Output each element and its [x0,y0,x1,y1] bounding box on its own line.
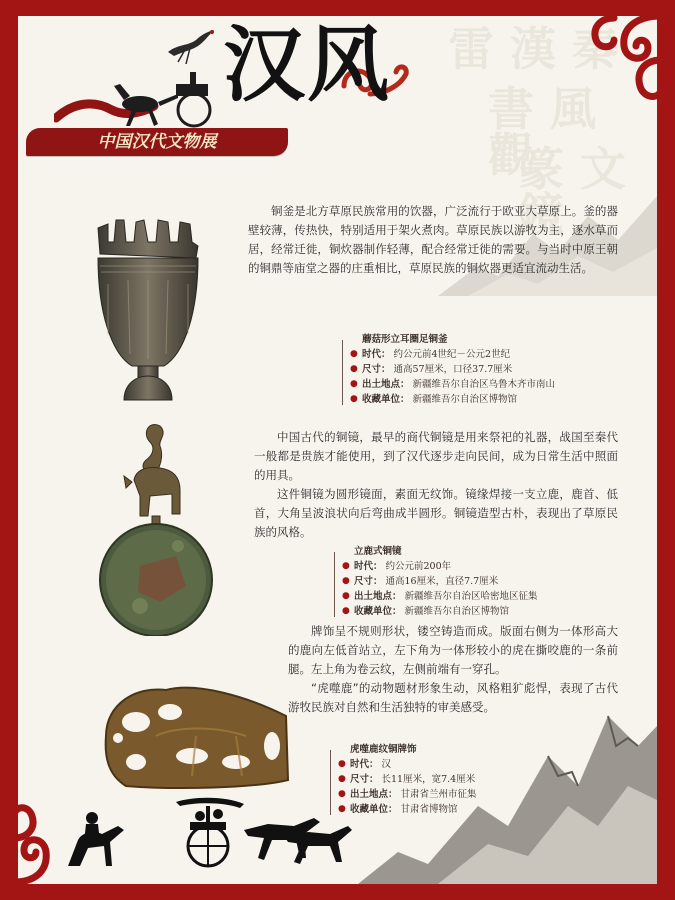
info-row: ● 时代： 约公元前200年 [342,561,452,572]
artifact-name: 虎噬鹿纹铜牌饰 [350,744,417,755]
paragraph: 这件铜镜为圆形镜面，素面无纹饰。镜缘焊接一支立鹿，鹿首、低首，大角呈波浪状向后弯曲成半圆形。铜镜造型古朴，表现出了草原民族的风格。 [254,487,618,539]
paragraph: 铜釜是北方草原民族常用的饮器，广泛流行于欧亚大草原上。釜的器壁较薄，传热快，特别适用于架火煮肉。草原民族以游牧为主，逐水草而居，经常迁徙，铜炊器制作轻薄，配合经常迁徙的需要。与当时中原王朝的铜鼎等庙堂之器的庄重相比，草原民族的铜炊器更适宜流动生活。 [248,204,618,275]
section-2-text [254,428,618,542]
crane-icon [164,26,218,66]
info-row: ● 时代： 汉 [338,759,392,770]
bronze-plaque-image [96,676,296,796]
bullet-icon: ● [342,591,350,601]
poster-inner [18,16,657,884]
page-title: 汉风 [223,17,392,113]
artifact-name: 立鹿式铜镜 [354,546,402,557]
bullet-icon: ● [350,349,358,359]
info-row: ● 出土地点： 新疆维吾尔自治区哈密地区征集 [342,591,538,602]
info-row: ● 时代： 约公元前4世纪－公元2世纪 [350,349,511,360]
info-row: ● 出土地点： 新疆维吾尔自治区乌鲁木齐市南山 [350,379,556,390]
bullet-icon: ● [350,364,358,374]
bullet-icon: ● [338,789,346,799]
watermark-text: 篆 文 鏡 [518,142,627,242]
section-3-text [288,622,618,717]
info-row: ● 收藏单位： 甘肃省博物馆 [338,804,458,815]
bronze-mirror-image [90,416,220,636]
bullet-icon: ● [350,379,358,389]
connector-line [342,340,349,405]
watermark-text: 書 風 觀 [488,82,597,182]
paragraph: “虎噬鹿”的动物题材形象生动，风格粗犷彪悍，表现了古代游牧民族对自然和生活独特的审美感受。 [288,681,618,714]
info-row: ● 出土地点： 甘肃省兰州市征集 [338,789,477,800]
cloud-ornament-icon [544,16,657,120]
bullet-icon: ● [342,561,350,571]
connector-line [334,552,341,617]
chariot-silhouette-icon [54,66,234,136]
info-row: ● 尺寸： 长11厘米，宽7.4厘米 [338,774,476,785]
bronze-cauldron-image [88,214,208,404]
subtitle-banner: 中国汉代文物展 [26,128,288,156]
info-row: ● 收藏单位： 新疆维吾尔自治区博物馆 [350,394,518,405]
artifact-info-3 [338,742,588,817]
bullet-icon: ● [342,576,350,586]
bullet-icon: ● [338,774,346,784]
bullet-icon: ● [342,606,350,616]
artifact-info-1 [350,332,630,407]
info-row: ● 收藏单位： 新疆维吾尔自治区博物馆 [342,606,510,617]
artifact-name: 蘑菇形立耳圈足铜釜 [362,334,448,345]
watermark-text: 雷 漢 秦 [448,22,619,76]
artifact-info-2 [342,544,632,619]
paragraph: 中国古代的铜镜，最早的商代铜镜是用来祭祀的礼器，战国至秦代一般都是贵族才能使用，到了汉代逐步走向民间，成为日常生活中照面的用具。 [254,430,618,482]
bullet-icon: ● [350,394,358,404]
section-1-text [248,202,618,278]
bullet-icon: ● [338,759,346,769]
chariot-silhouette-icon [58,796,358,876]
paragraph: 牌饰呈不规则形状，镂空铸造而成。版面右侧为一体形高大的鹿向左低首站立，左下角为一体形较小的虎在撕咬鹿的一条前腿。左上角为卷云纹，左侧前端有一穿孔。 [288,624,618,676]
bullet-icon: ● [338,804,346,814]
info-row: ● 尺寸： 通高16厘米，直径7.7厘米 [342,576,499,587]
info-row: ● 尺寸： 通高57厘米，口径37.7厘米 [350,364,513,375]
